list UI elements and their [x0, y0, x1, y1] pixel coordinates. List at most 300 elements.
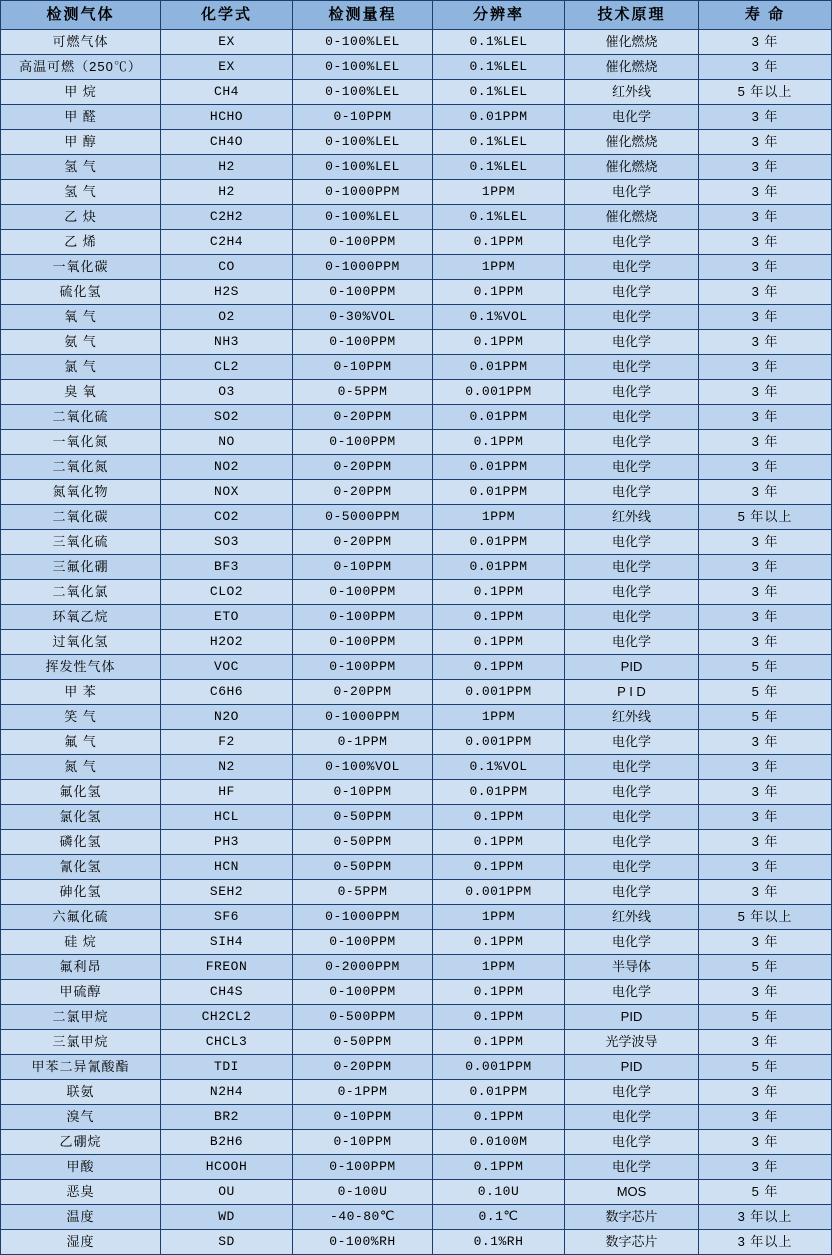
cell-resolution: 0.1%LEL [433, 130, 565, 155]
cell-detection-range: 0-100PPM [293, 280, 433, 305]
cell-technical-principle: 电化学 [565, 880, 699, 905]
cell-service-life: 3 年 [699, 1105, 832, 1130]
cell-chemical-formula: H2 [161, 180, 293, 205]
cell-detection-range: 0-100PPM [293, 580, 433, 605]
cell-service-life: 3 年 [699, 330, 832, 355]
cell-chemical-formula: SO2 [161, 405, 293, 430]
cell-detection-range: 0-1PPM [293, 1080, 433, 1105]
cell-gas-name: 二氧化硫 [1, 405, 161, 430]
cell-service-life: 3 年 [699, 530, 832, 555]
cell-technical-principle: P I D [565, 680, 699, 705]
cell-resolution: 0.001PPM [433, 730, 565, 755]
cell-gas-name: 氨 气 [1, 330, 161, 355]
cell-gas-name: 乙 烯 [1, 230, 161, 255]
cell-technical-principle: 电化学 [565, 830, 699, 855]
cell-chemical-formula: C6H6 [161, 680, 293, 705]
table-row [1, 80, 832, 105]
cell-resolution: 0.1PPM [433, 1030, 565, 1055]
cell-detection-range: 0-10PPM [293, 1130, 433, 1155]
cell-resolution: 0.01PPM [433, 355, 565, 380]
table-row [1, 30, 832, 55]
cell-gas-name: 氮 气 [1, 755, 161, 780]
cell-chemical-formula: H2S [161, 280, 293, 305]
table-row [1, 305, 832, 330]
cell-technical-principle: 电化学 [565, 780, 699, 805]
cell-resolution: 0.001PPM [433, 1055, 565, 1080]
cell-gas-name: 溴气 [1, 1105, 161, 1130]
cell-detection-range: 0-100PPM [293, 330, 433, 355]
table-row [1, 555, 832, 580]
cell-service-life: 3 年 [699, 755, 832, 780]
cell-gas-name: 氯化氢 [1, 805, 161, 830]
cell-detection-range: 0-5PPM [293, 380, 433, 405]
table-header [1, 1, 832, 30]
cell-gas-name: 二氧化氮 [1, 455, 161, 480]
cell-technical-principle: 电化学 [565, 105, 699, 130]
cell-technical-principle: 数字芯片 [565, 1230, 699, 1255]
cell-chemical-formula: VOC [161, 655, 293, 680]
cell-chemical-formula: FREON [161, 955, 293, 980]
cell-technical-principle: 电化学 [565, 980, 699, 1005]
cell-detection-range: 0-20PPM [293, 405, 433, 430]
cell-detection-range: 0-100PPM [293, 930, 433, 955]
table-row [1, 580, 832, 605]
cell-gas-name: 磷化氢 [1, 830, 161, 855]
cell-resolution: 0.1PPM [433, 1005, 565, 1030]
cell-resolution: 0.1%LEL [433, 155, 565, 180]
cell-technical-principle: 催化燃烧 [565, 205, 699, 230]
table-row [1, 480, 832, 505]
table-row [1, 505, 832, 530]
cell-gas-name: 氟利昂 [1, 955, 161, 980]
cell-service-life: 3 年 [699, 430, 832, 455]
cell-technical-principle: 电化学 [565, 355, 699, 380]
cell-chemical-formula: CLO2 [161, 580, 293, 605]
cell-gas-name: 笑 气 [1, 705, 161, 730]
cell-service-life: 3 年 [699, 630, 832, 655]
cell-service-life: 3 年 [699, 855, 832, 880]
cell-detection-range: 0-100%VOL [293, 755, 433, 780]
cell-detection-range: 0-10PPM [293, 555, 433, 580]
cell-technical-principle: 电化学 [565, 280, 699, 305]
cell-resolution: 0.1%VOL [433, 755, 565, 780]
table-row [1, 180, 832, 205]
column-header-resolution: 分辨率 [433, 1, 565, 30]
cell-technical-principle: 电化学 [565, 380, 699, 405]
cell-technical-principle: 电化学 [565, 455, 699, 480]
cell-technical-principle: 电化学 [565, 805, 699, 830]
cell-detection-range: 0-1000PPM [293, 180, 433, 205]
cell-technical-principle: 红外线 [565, 80, 699, 105]
cell-technical-principle: 电化学 [565, 605, 699, 630]
cell-resolution: 0.1℃ [433, 1205, 565, 1230]
cell-service-life: 3 年 [699, 205, 832, 230]
cell-resolution: 0.001PPM [433, 680, 565, 705]
cell-detection-range: 0-5PPM [293, 880, 433, 905]
table-row [1, 355, 832, 380]
cell-technical-principle: 电化学 [565, 555, 699, 580]
cell-technical-principle: 电化学 [565, 630, 699, 655]
cell-resolution: 1PPM [433, 905, 565, 930]
table-row [1, 1230, 832, 1255]
cell-chemical-formula: SD [161, 1230, 293, 1255]
cell-service-life: 3 年 [699, 555, 832, 580]
cell-resolution: 1PPM [433, 705, 565, 730]
cell-technical-principle: 电化学 [565, 1155, 699, 1180]
cell-service-life: 3 年 [699, 1155, 832, 1180]
cell-gas-name: 氢 气 [1, 155, 161, 180]
table-row [1, 980, 832, 1005]
cell-service-life: 5 年以上 [699, 80, 832, 105]
cell-service-life: 5 年 [699, 655, 832, 680]
cell-technical-principle: 数字芯片 [565, 1205, 699, 1230]
cell-service-life: 3 年 [699, 255, 832, 280]
cell-chemical-formula: N2O [161, 705, 293, 730]
cell-resolution: 0.1PPM [433, 980, 565, 1005]
cell-detection-range: 0-100%LEL [293, 80, 433, 105]
cell-detection-range: 0-1PPM [293, 730, 433, 755]
cell-resolution: 0.1PPM [433, 1155, 565, 1180]
cell-detection-range: 0-50PPM [293, 805, 433, 830]
table-row [1, 105, 832, 130]
cell-service-life: 3 年 [699, 455, 832, 480]
cell-gas-name: 氟 气 [1, 730, 161, 755]
cell-detection-range: 0-30%VOL [293, 305, 433, 330]
table-row [1, 1205, 832, 1230]
cell-gas-name: 乙硼烷 [1, 1130, 161, 1155]
cell-chemical-formula: NO2 [161, 455, 293, 480]
cell-detection-range: 0-100U [293, 1180, 433, 1205]
cell-technical-principle: 催化燃烧 [565, 55, 699, 80]
cell-service-life: 3 年以上 [699, 1205, 832, 1230]
table-row [1, 755, 832, 780]
cell-detection-range: 0-100PPM [293, 430, 433, 455]
table-row [1, 680, 832, 705]
cell-detection-range: 0-500PPM [293, 1005, 433, 1030]
cell-detection-range: -40-80℃ [293, 1205, 433, 1230]
cell-gas-name: 氮氧化物 [1, 480, 161, 505]
cell-technical-principle: 电化学 [565, 530, 699, 555]
cell-detection-range: 0-100%LEL [293, 55, 433, 80]
cell-technical-principle: PID [565, 655, 699, 680]
cell-chemical-formula: NH3 [161, 330, 293, 355]
cell-gas-name: 甲 烷 [1, 80, 161, 105]
cell-technical-principle: 催化燃烧 [565, 130, 699, 155]
cell-technical-principle: 红外线 [565, 505, 699, 530]
cell-gas-name: 氟化氢 [1, 780, 161, 805]
cell-service-life: 3 年 [699, 155, 832, 180]
cell-service-life: 3 年 [699, 1130, 832, 1155]
cell-technical-principle: 电化学 [565, 580, 699, 605]
cell-gas-name: 一氧化碳 [1, 255, 161, 280]
cell-service-life: 3 年 [699, 930, 832, 955]
cell-resolution: 0.10U [433, 1180, 565, 1205]
cell-technical-principle: PID [565, 1055, 699, 1080]
cell-technical-principle: 红外线 [565, 905, 699, 930]
cell-technical-principle: 电化学 [565, 480, 699, 505]
cell-technical-principle: 催化燃烧 [565, 155, 699, 180]
cell-resolution: 0.01PPM [433, 530, 565, 555]
cell-service-life: 3 年 [699, 605, 832, 630]
cell-technical-principle: 电化学 [565, 1130, 699, 1155]
table-row [1, 605, 832, 630]
table-row [1, 955, 832, 980]
cell-gas-name: 三氧化硫 [1, 530, 161, 555]
cell-technical-principle: 催化燃烧 [565, 30, 699, 55]
cell-technical-principle: 电化学 [565, 430, 699, 455]
cell-gas-name: 甲苯二异氰酸酯 [1, 1055, 161, 1080]
table-row [1, 1105, 832, 1130]
cell-detection-range: 0-2000PPM [293, 955, 433, 980]
cell-technical-principle: MOS [565, 1180, 699, 1205]
cell-service-life: 3 年以上 [699, 1230, 832, 1255]
cell-detection-range: 0-1000PPM [293, 905, 433, 930]
cell-chemical-formula: CH4O [161, 130, 293, 155]
cell-technical-principle: 电化学 [565, 180, 699, 205]
column-header-formula: 化学式 [161, 1, 293, 30]
cell-chemical-formula: HF [161, 780, 293, 805]
cell-service-life: 3 年 [699, 880, 832, 905]
cell-chemical-formula: HCL [161, 805, 293, 830]
cell-chemical-formula: BR2 [161, 1105, 293, 1130]
cell-chemical-formula: CH2CL2 [161, 1005, 293, 1030]
cell-chemical-formula: O3 [161, 380, 293, 405]
cell-gas-name: 二氧化氯 [1, 580, 161, 605]
cell-detection-range: 0-100PPM [293, 230, 433, 255]
cell-gas-name: 乙 炔 [1, 205, 161, 230]
cell-detection-range: 0-20PPM [293, 680, 433, 705]
table-row [1, 1155, 832, 1180]
cell-service-life: 3 年 [699, 280, 832, 305]
cell-technical-principle: PID [565, 1005, 699, 1030]
cell-technical-principle: 红外线 [565, 705, 699, 730]
cell-service-life: 3 年 [699, 1080, 832, 1105]
cell-chemical-formula: HCN [161, 855, 293, 880]
table-row [1, 380, 832, 405]
cell-technical-principle: 电化学 [565, 730, 699, 755]
cell-service-life: 3 年 [699, 830, 832, 855]
cell-detection-range: 0-10PPM [293, 355, 433, 380]
cell-resolution: 0.01PPM [433, 780, 565, 805]
table-row [1, 1005, 832, 1030]
table-row [1, 1080, 832, 1105]
cell-service-life: 5 年 [699, 705, 832, 730]
table-row [1, 730, 832, 755]
cell-resolution: 0.01PPM [433, 555, 565, 580]
cell-chemical-formula: C2H4 [161, 230, 293, 255]
cell-detection-range: 0-50PPM [293, 1030, 433, 1055]
table-row [1, 430, 832, 455]
cell-detection-range: 0-100PPM [293, 605, 433, 630]
table-row [1, 405, 832, 430]
cell-gas-name: 过氧化氢 [1, 630, 161, 655]
cell-chemical-formula: SIH4 [161, 930, 293, 955]
cell-gas-name: 环氧乙烷 [1, 605, 161, 630]
cell-service-life: 3 年 [699, 1030, 832, 1055]
cell-chemical-formula: WD [161, 1205, 293, 1230]
cell-resolution: 0.1%LEL [433, 80, 565, 105]
cell-service-life: 3 年 [699, 730, 832, 755]
cell-resolution: 0.0100M [433, 1130, 565, 1155]
cell-resolution: 1PPM [433, 955, 565, 980]
cell-technical-principle: 电化学 [565, 330, 699, 355]
cell-resolution: 0.1%RH [433, 1230, 565, 1255]
table-header-row [1, 1, 832, 30]
cell-resolution: 0.01PPM [433, 105, 565, 130]
cell-detection-range: 0-100%LEL [293, 155, 433, 180]
cell-service-life: 3 年 [699, 105, 832, 130]
cell-chemical-formula: TDI [161, 1055, 293, 1080]
cell-resolution: 0.1PPM [433, 1105, 565, 1130]
table-row [1, 255, 832, 280]
cell-resolution: 0.1%VOL [433, 305, 565, 330]
cell-service-life: 3 年 [699, 780, 832, 805]
cell-gas-name: 臭 氧 [1, 380, 161, 405]
cell-gas-name: 甲酸 [1, 1155, 161, 1180]
cell-resolution: 1PPM [433, 505, 565, 530]
column-header-lifetime: 寿 命 [699, 1, 832, 30]
cell-gas-name: 氧 气 [1, 305, 161, 330]
cell-service-life: 3 年 [699, 55, 832, 80]
cell-gas-name: 二氯甲烷 [1, 1005, 161, 1030]
table-row [1, 530, 832, 555]
cell-service-life: 3 年 [699, 405, 832, 430]
cell-chemical-formula: N2H4 [161, 1080, 293, 1105]
cell-service-life: 5 年 [699, 1180, 832, 1205]
cell-resolution: 1PPM [433, 180, 565, 205]
table-row [1, 1055, 832, 1080]
cell-gas-name: 湿度 [1, 1230, 161, 1255]
table-row [1, 205, 832, 230]
cell-gas-name: 高温可燃（250℃） [1, 55, 161, 80]
cell-chemical-formula: H2 [161, 155, 293, 180]
cell-gas-name: 甲 醇 [1, 130, 161, 155]
cell-resolution: 0.01PPM [433, 1080, 565, 1105]
cell-technical-principle: 电化学 [565, 305, 699, 330]
cell-detection-range: 0-10PPM [293, 105, 433, 130]
cell-detection-range: 0-100%LEL [293, 205, 433, 230]
table-row [1, 630, 832, 655]
cell-detection-range: 0-20PPM [293, 530, 433, 555]
cell-chemical-formula: O2 [161, 305, 293, 330]
cell-chemical-formula: NOX [161, 480, 293, 505]
cell-chemical-formula: CH4S [161, 980, 293, 1005]
cell-technical-principle: 光学波导 [565, 1030, 699, 1055]
cell-technical-principle: 电化学 [565, 405, 699, 430]
cell-gas-name: 联氨 [1, 1080, 161, 1105]
cell-detection-range: 0-50PPM [293, 855, 433, 880]
table-row [1, 155, 832, 180]
cell-gas-name: 可燃气体 [1, 30, 161, 55]
cell-detection-range: 0-20PPM [293, 1055, 433, 1080]
cell-chemical-formula: CHCL3 [161, 1030, 293, 1055]
cell-detection-range: 0-100%LEL [293, 30, 433, 55]
cell-detection-range: 0-100PPM [293, 980, 433, 1005]
table-row [1, 930, 832, 955]
cell-detection-range: 0-5000PPM [293, 505, 433, 530]
cell-chemical-formula: HCHO [161, 105, 293, 130]
column-header-range: 检测量程 [293, 1, 433, 30]
cell-resolution: 0.1PPM [433, 630, 565, 655]
table-row [1, 905, 832, 930]
cell-chemical-formula: CL2 [161, 355, 293, 380]
table-row [1, 855, 832, 880]
cell-technical-principle: 电化学 [565, 255, 699, 280]
cell-gas-name: 甲硫醇 [1, 980, 161, 1005]
cell-resolution: 0.01PPM [433, 480, 565, 505]
table-row [1, 55, 832, 80]
cell-chemical-formula: EX [161, 55, 293, 80]
cell-resolution: 0.1%LEL [433, 55, 565, 80]
cell-technical-principle: 电化学 [565, 930, 699, 955]
cell-resolution: 0.1PPM [433, 580, 565, 605]
cell-service-life: 5 年 [699, 955, 832, 980]
cell-service-life: 5 年 [699, 1005, 832, 1030]
cell-detection-range: 0-20PPM [293, 480, 433, 505]
column-header-gas: 检测气体 [1, 1, 161, 30]
table-row [1, 455, 832, 480]
cell-gas-name: 氯 气 [1, 355, 161, 380]
cell-chemical-formula: EX [161, 30, 293, 55]
cell-resolution: 0.1PPM [433, 805, 565, 830]
cell-resolution: 0.1PPM [433, 830, 565, 855]
cell-service-life: 3 年 [699, 805, 832, 830]
cell-detection-range: 0-10PPM [293, 1105, 433, 1130]
cell-service-life: 3 年 [699, 380, 832, 405]
cell-chemical-formula: OU [161, 1180, 293, 1205]
cell-resolution: 0.001PPM [433, 380, 565, 405]
table-row [1, 655, 832, 680]
cell-chemical-formula: NO [161, 430, 293, 455]
cell-chemical-formula: C2H2 [161, 205, 293, 230]
cell-resolution: 1PPM [433, 255, 565, 280]
cell-chemical-formula: HCOOH [161, 1155, 293, 1180]
cell-detection-range: 0-100PPM [293, 655, 433, 680]
table-row [1, 705, 832, 730]
cell-chemical-formula: SF6 [161, 905, 293, 930]
table-row [1, 1130, 832, 1155]
cell-chemical-formula: N2 [161, 755, 293, 780]
cell-resolution: 0.1PPM [433, 280, 565, 305]
cell-resolution: 0.01PPM [433, 405, 565, 430]
cell-service-life: 3 年 [699, 305, 832, 330]
cell-service-life: 3 年 [699, 130, 832, 155]
cell-resolution: 0.1PPM [433, 655, 565, 680]
cell-service-life: 3 年 [699, 980, 832, 1005]
cell-chemical-formula: F2 [161, 730, 293, 755]
table-row [1, 780, 832, 805]
table-row [1, 280, 832, 305]
cell-technical-principle: 电化学 [565, 1080, 699, 1105]
table-row [1, 1030, 832, 1055]
cell-gas-name: 二氧化碳 [1, 505, 161, 530]
cell-detection-range: 0-20PPM [293, 455, 433, 480]
cell-gas-name: 恶臭 [1, 1180, 161, 1205]
cell-chemical-formula: PH3 [161, 830, 293, 855]
cell-service-life: 3 年 [699, 30, 832, 55]
cell-gas-name: 氰化氢 [1, 855, 161, 880]
cell-service-life: 3 年 [699, 180, 832, 205]
cell-service-life: 5 年以上 [699, 505, 832, 530]
cell-resolution: 0.1PPM [433, 930, 565, 955]
cell-detection-range: 0-1000PPM [293, 705, 433, 730]
cell-service-life: 5 年以上 [699, 905, 832, 930]
cell-gas-name: 硅 烷 [1, 930, 161, 955]
cell-chemical-formula: CO2 [161, 505, 293, 530]
cell-gas-name: 甲 醛 [1, 105, 161, 130]
cell-service-life: 5 年 [699, 1055, 832, 1080]
cell-resolution: 0.1PPM [433, 230, 565, 255]
